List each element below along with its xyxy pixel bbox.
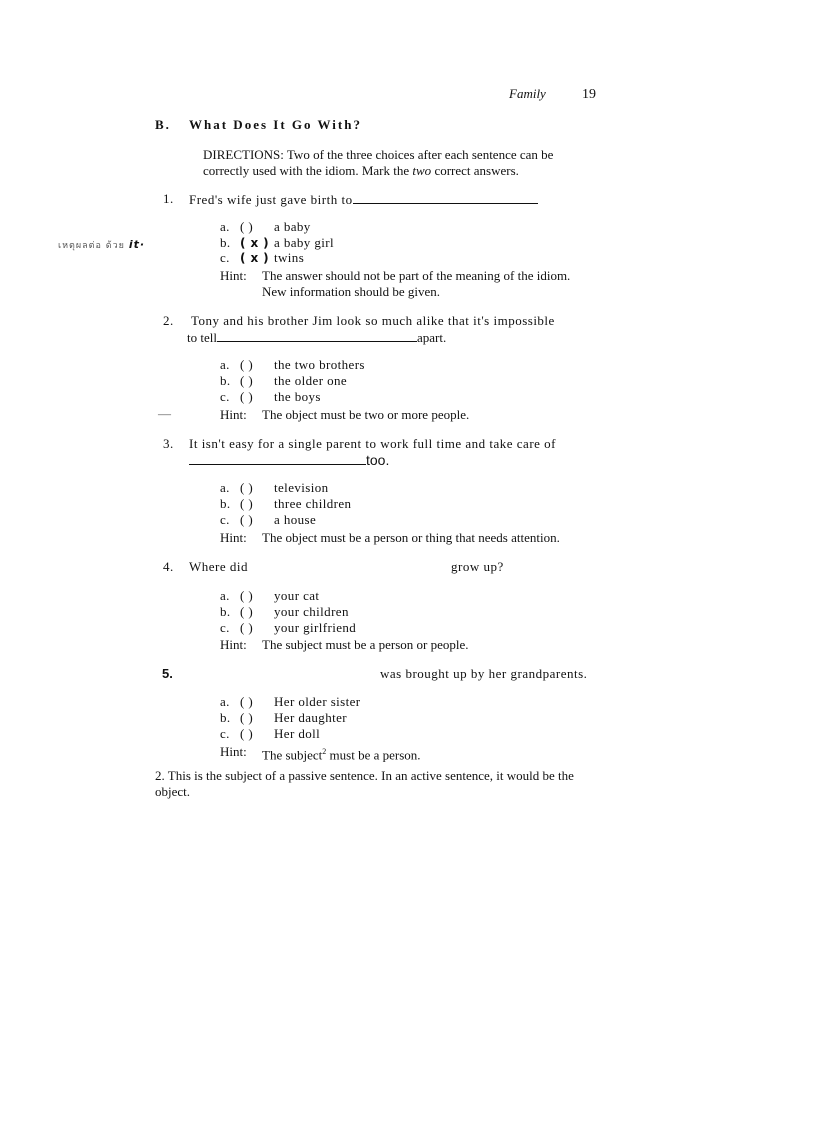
item-3-text-line1: It isn't easy for a single parent to work full time and take care of: [189, 436, 557, 451]
option-text: your cat: [274, 588, 320, 603]
option-checkbox[interactable]: ( ): [240, 373, 254, 388]
option-letter: c.: [220, 389, 230, 404]
item-2-blank[interactable]: [217, 329, 417, 342]
hint-text: The subject must be a person or people.: [262, 637, 469, 652]
option-text: a baby: [274, 219, 311, 234]
option-checkbox[interactable]: ( ): [240, 694, 254, 709]
option-letter: b.: [220, 604, 231, 619]
item-2-text-before: to tell: [187, 330, 217, 345]
item-3-option-c[interactable]: [220, 512, 316, 528]
footnote: 2. This is the subject of a passive sentence. In an active sentence, it would be the object.: [155, 768, 574, 799]
item-1-option-c[interactable]: [220, 250, 304, 266]
item-4-option-c[interactable]: [220, 620, 356, 636]
option-text: twins: [274, 250, 305, 265]
option-checkbox[interactable]: ( ): [240, 219, 254, 234]
option-text: three children: [274, 496, 352, 511]
hint-label: Hint:: [220, 407, 247, 422]
hint-label: Hint:: [220, 268, 247, 283]
hint-text: The object must be two or more people.: [262, 407, 470, 422]
item-2-sentence-line2: [187, 329, 446, 346]
item-2-text-line1: Tony and his brother Jim look so much alike that it's impossible: [191, 313, 555, 328]
margin-note-it: it·: [128, 238, 146, 251]
margin-note-text: เหตุผลต่อ ด้วย: [58, 241, 125, 251]
item-4-hint: [220, 637, 596, 653]
option-letter: b.: [220, 235, 231, 250]
option-text: your children: [274, 604, 349, 619]
option-text: Her older sister: [274, 694, 361, 709]
item-2-option-a[interactable]: [220, 357, 365, 373]
item-1-option-a[interactable]: [220, 219, 311, 235]
item-5-option-c[interactable]: [220, 726, 320, 742]
item-5-option-b[interactable]: [220, 710, 347, 726]
item-1-text: Fred's wife just gave birth to: [189, 192, 353, 207]
directions-text-end: correct answers.: [431, 163, 519, 178]
option-text: the two brothers: [274, 357, 365, 372]
option-letter: a.: [220, 588, 230, 603]
item-4-option-a[interactable]: [220, 588, 319, 604]
option-letter: a.: [220, 480, 230, 495]
item-3-option-b[interactable]: [220, 496, 351, 512]
option-text: television: [274, 480, 329, 495]
option-checkbox-marked[interactable]: ( x ): [240, 236, 270, 250]
option-text: Her daughter: [274, 710, 348, 725]
option-letter: a.: [220, 357, 230, 372]
hint-text-before: The subject: [262, 747, 323, 763]
option-checkbox[interactable]: ( ): [240, 480, 254, 495]
option-text: a house: [274, 512, 317, 527]
item-number-1: 1.: [163, 191, 174, 206]
option-checkbox[interactable]: ( ): [240, 604, 254, 619]
item-2-option-c[interactable]: [220, 389, 321, 405]
item-1-option-b[interactable]: [220, 235, 334, 251]
item-3-hint: [220, 530, 596, 546]
option-checkbox[interactable]: ( ): [240, 710, 254, 725]
item-2-text-after: apart.: [416, 330, 447, 345]
item-4-blank[interactable]: [260, 559, 432, 573]
item-2-hint: [220, 407, 596, 423]
item-3-sentence-line2: [189, 452, 389, 470]
item-2-option-b[interactable]: [220, 373, 347, 389]
option-checkbox[interactable]: ( ): [240, 496, 254, 511]
item-number-2: 2.: [163, 313, 174, 328]
stray-mark: —: [158, 406, 171, 421]
hint-label: Hint:: [220, 637, 247, 652]
hint-text: The answer should not be part of the meaning of the idiom. New information should be given.: [262, 268, 571, 299]
option-letter: a.: [220, 219, 230, 234]
option-checkbox[interactable]: ( ): [240, 588, 254, 603]
page-number: 19: [582, 87, 596, 102]
option-letter: b.: [220, 710, 231, 725]
item-4-option-b[interactable]: [220, 604, 349, 620]
hint-label: Hint:: [220, 744, 247, 759]
directions: [203, 147, 595, 179]
hint-text: The object must be a person or thing that needs attention.: [262, 530, 560, 545]
directions-emphasis: two: [412, 163, 432, 178]
item-number-5: 5.: [162, 666, 173, 681]
running-head-title: Family: [509, 86, 546, 101]
item-1-sentence: [189, 191, 538, 208]
hint-label: Hint:: [220, 530, 247, 545]
option-text: Her doll: [274, 726, 321, 741]
hint-text-after: must be a person.: [326, 747, 421, 763]
option-checkbox[interactable]: ( ): [240, 620, 254, 635]
option-letter: c.: [220, 512, 230, 527]
item-4-text-after: grow up?: [451, 559, 504, 574]
option-letter: b.: [220, 496, 231, 511]
footnote-reference: 2: [322, 747, 327, 756]
option-checkbox-marked[interactable]: ( x ): [240, 251, 270, 265]
option-text: the boys: [274, 389, 321, 404]
item-3-text-after: too.: [366, 452, 390, 468]
item-5-hint: [220, 744, 596, 763]
option-checkbox[interactable]: ( ): [240, 357, 254, 372]
option-letter: a.: [220, 694, 230, 709]
option-letter: c.: [220, 250, 230, 265]
item-4-text-before: Where did: [189, 559, 249, 574]
option-checkbox[interactable]: ( ): [240, 726, 254, 741]
item-number-4: 4.: [163, 559, 174, 574]
option-text: a baby girl: [274, 235, 334, 250]
item-number-3: 3.: [163, 436, 174, 451]
item-3-blank[interactable]: [189, 452, 366, 465]
item-3-option-a[interactable]: [220, 480, 329, 496]
item-1-blank[interactable]: [353, 191, 538, 204]
item-5-blank[interactable]: [189, 666, 359, 680]
option-letter: b.: [220, 373, 231, 388]
option-letter: c.: [220, 620, 230, 635]
item-1-hint: [220, 268, 596, 300]
margin-handwritten-note: [58, 238, 145, 252]
option-text: the older one: [274, 373, 348, 388]
directions-text: DIRECTIONS: Two of the three choices after each sentence can be correctly used with the idiom. Mark the: [203, 147, 554, 178]
option-checkbox[interactable]: ( ): [240, 512, 254, 527]
hint-text: [262, 744, 596, 763]
section-letter: B.: [155, 117, 171, 132]
item-5-text-after: was brought up by her grandparents.: [380, 666, 588, 681]
option-text: your girlfriend: [274, 620, 357, 635]
section-title: What Does It Go With?: [189, 117, 362, 132]
option-checkbox[interactable]: ( ): [240, 389, 254, 404]
item-5-option-a[interactable]: [220, 694, 361, 710]
option-letter: c.: [220, 726, 230, 741]
